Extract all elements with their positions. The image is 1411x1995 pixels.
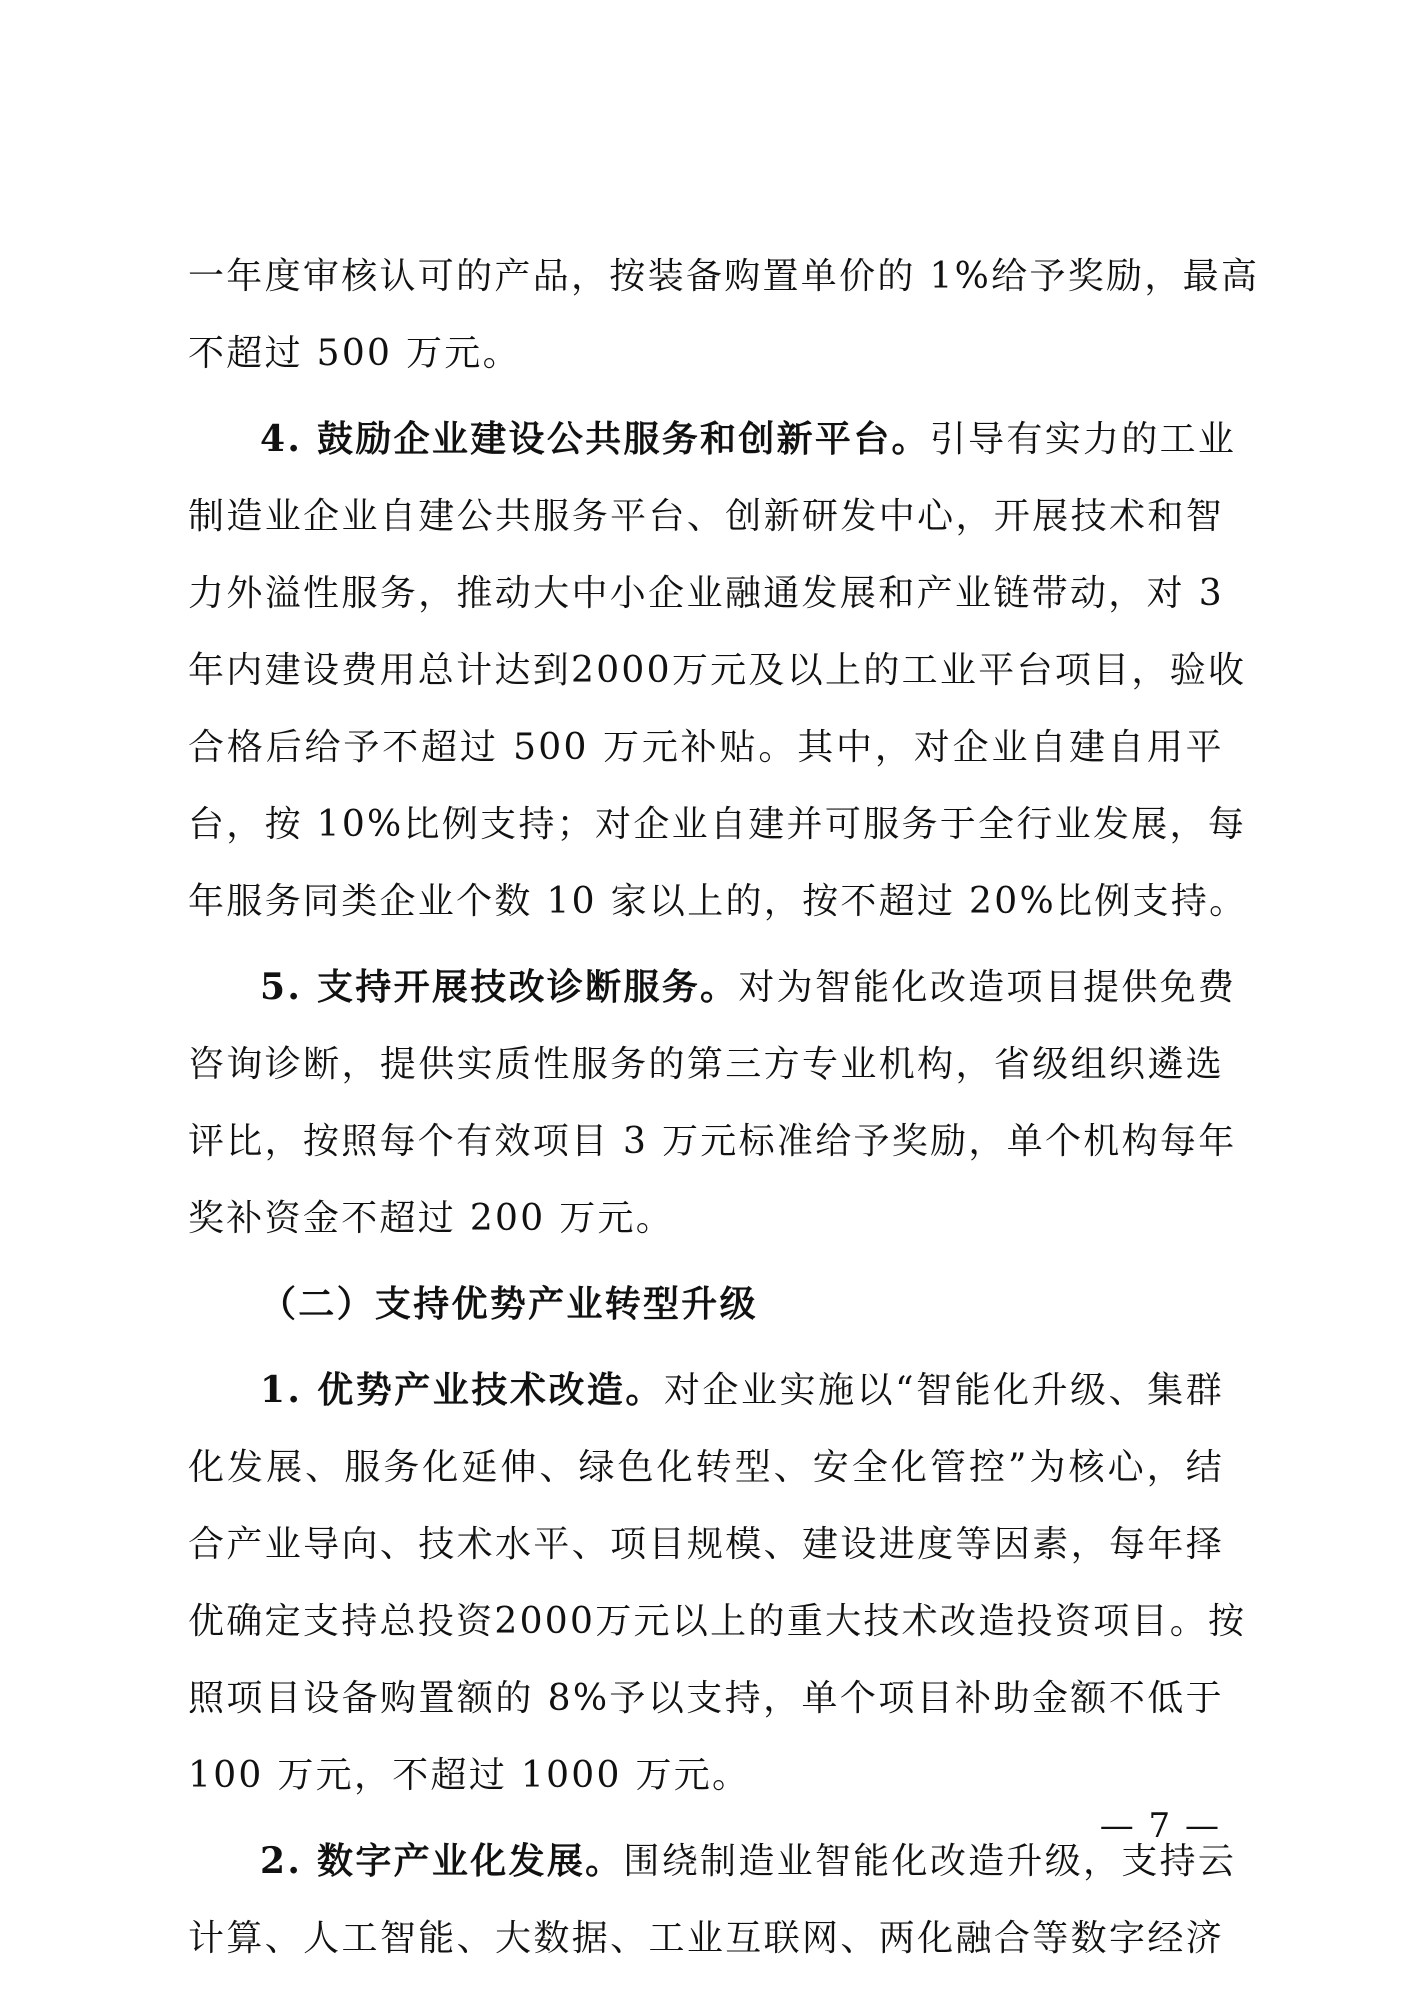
text-line: 化发展、服务化延伸、绿色化转型、安全化管控”为核心，结 [188,1447,1224,1488]
paragraph-s1-lead-tail: 对企业实施以“智能化升级、集群 [663,1370,1225,1411]
text-line: 咨询诊断，提供实质性服务的第三方专业机构，省级组织遴选 [188,1044,1224,1085]
page-number: — 7 — [1099,1806,1221,1846]
paragraph-5-lead: 5. 支持开展技改诊断服务。 [260,966,739,1008]
section-heading: （二）支持优势产业转型升级 [260,1283,758,1325]
paragraph-5-first-line [188,949,1237,1026]
text-line: 计算、人工智能、大数据、工业互联网、两化融合等数字经济 [188,1918,1224,1959]
text-line: 一年度审核认可的产品，按装备购置单价的 1%给予奖励，最高 [188,256,1260,297]
paragraph-s2-lead-tail: 围绕制造业智能化改造升级，支持云 [623,1841,1237,1882]
paragraph-s2-first-line [188,1823,1237,1900]
text-line: 力外溢性服务，推动大中小企业融通发展和产业链带动，对 3 [188,573,1224,614]
document-body [188,238,1260,1977]
text-line: 不超过 500 万元。 [188,333,521,374]
text-line: 评比，按照每个有效项目 3 万元标准给予奖励，单个机构每年 [188,1121,1237,1162]
text-line: 100 万元，不超过 1000 万元。 [188,1755,751,1796]
text-line: 照项目设备购置额的 8%予以支持，单个项目补助金额不低于 [188,1678,1224,1719]
text-line: 制造业企业自建公共服务平台、创新研发中心，开展技术和智 [188,496,1224,537]
text-line: 年服务同类企业个数 10 家以上的，按不超过 20%比例支持。 [188,881,1248,922]
text-line: 合产业导向、技术水平、项目规模、建设进度等因素，每年择 [188,1524,1224,1565]
paragraph-4-lead: 4. 鼓励企业建设公共服务和创新平台。 [260,418,930,460]
paragraph-s1-lead: 1. 优势产业技术改造。 [260,1369,664,1411]
paragraph-s2-lead: 2. 数字产业化发展。 [260,1840,624,1882]
text-line: 年内建设费用总计达到2000万元及以上的工业平台项目，验收 [188,650,1247,691]
text-line: 奖补资金不超过 200 万元。 [188,1198,675,1239]
text-line: 优确定支持总投资2000万元以上的重大技术改造投资项目。按 [188,1601,1247,1642]
paragraph-4-first-line [188,401,1237,478]
paragraph-5-lead-tail: 对为智能化改造项目提供免费 [738,967,1237,1008]
paragraph-s1-first-line [188,1352,1224,1429]
text-line: 合格后给予不超过 500 万元补贴。其中，对企业自建自用平 [188,727,1224,768]
paragraph-4-lead-tail: 引导有实力的工业 [929,419,1237,460]
text-line: 台，按 10%比例支持；对企业自建并可服务于全行业发展，每 [188,804,1247,845]
